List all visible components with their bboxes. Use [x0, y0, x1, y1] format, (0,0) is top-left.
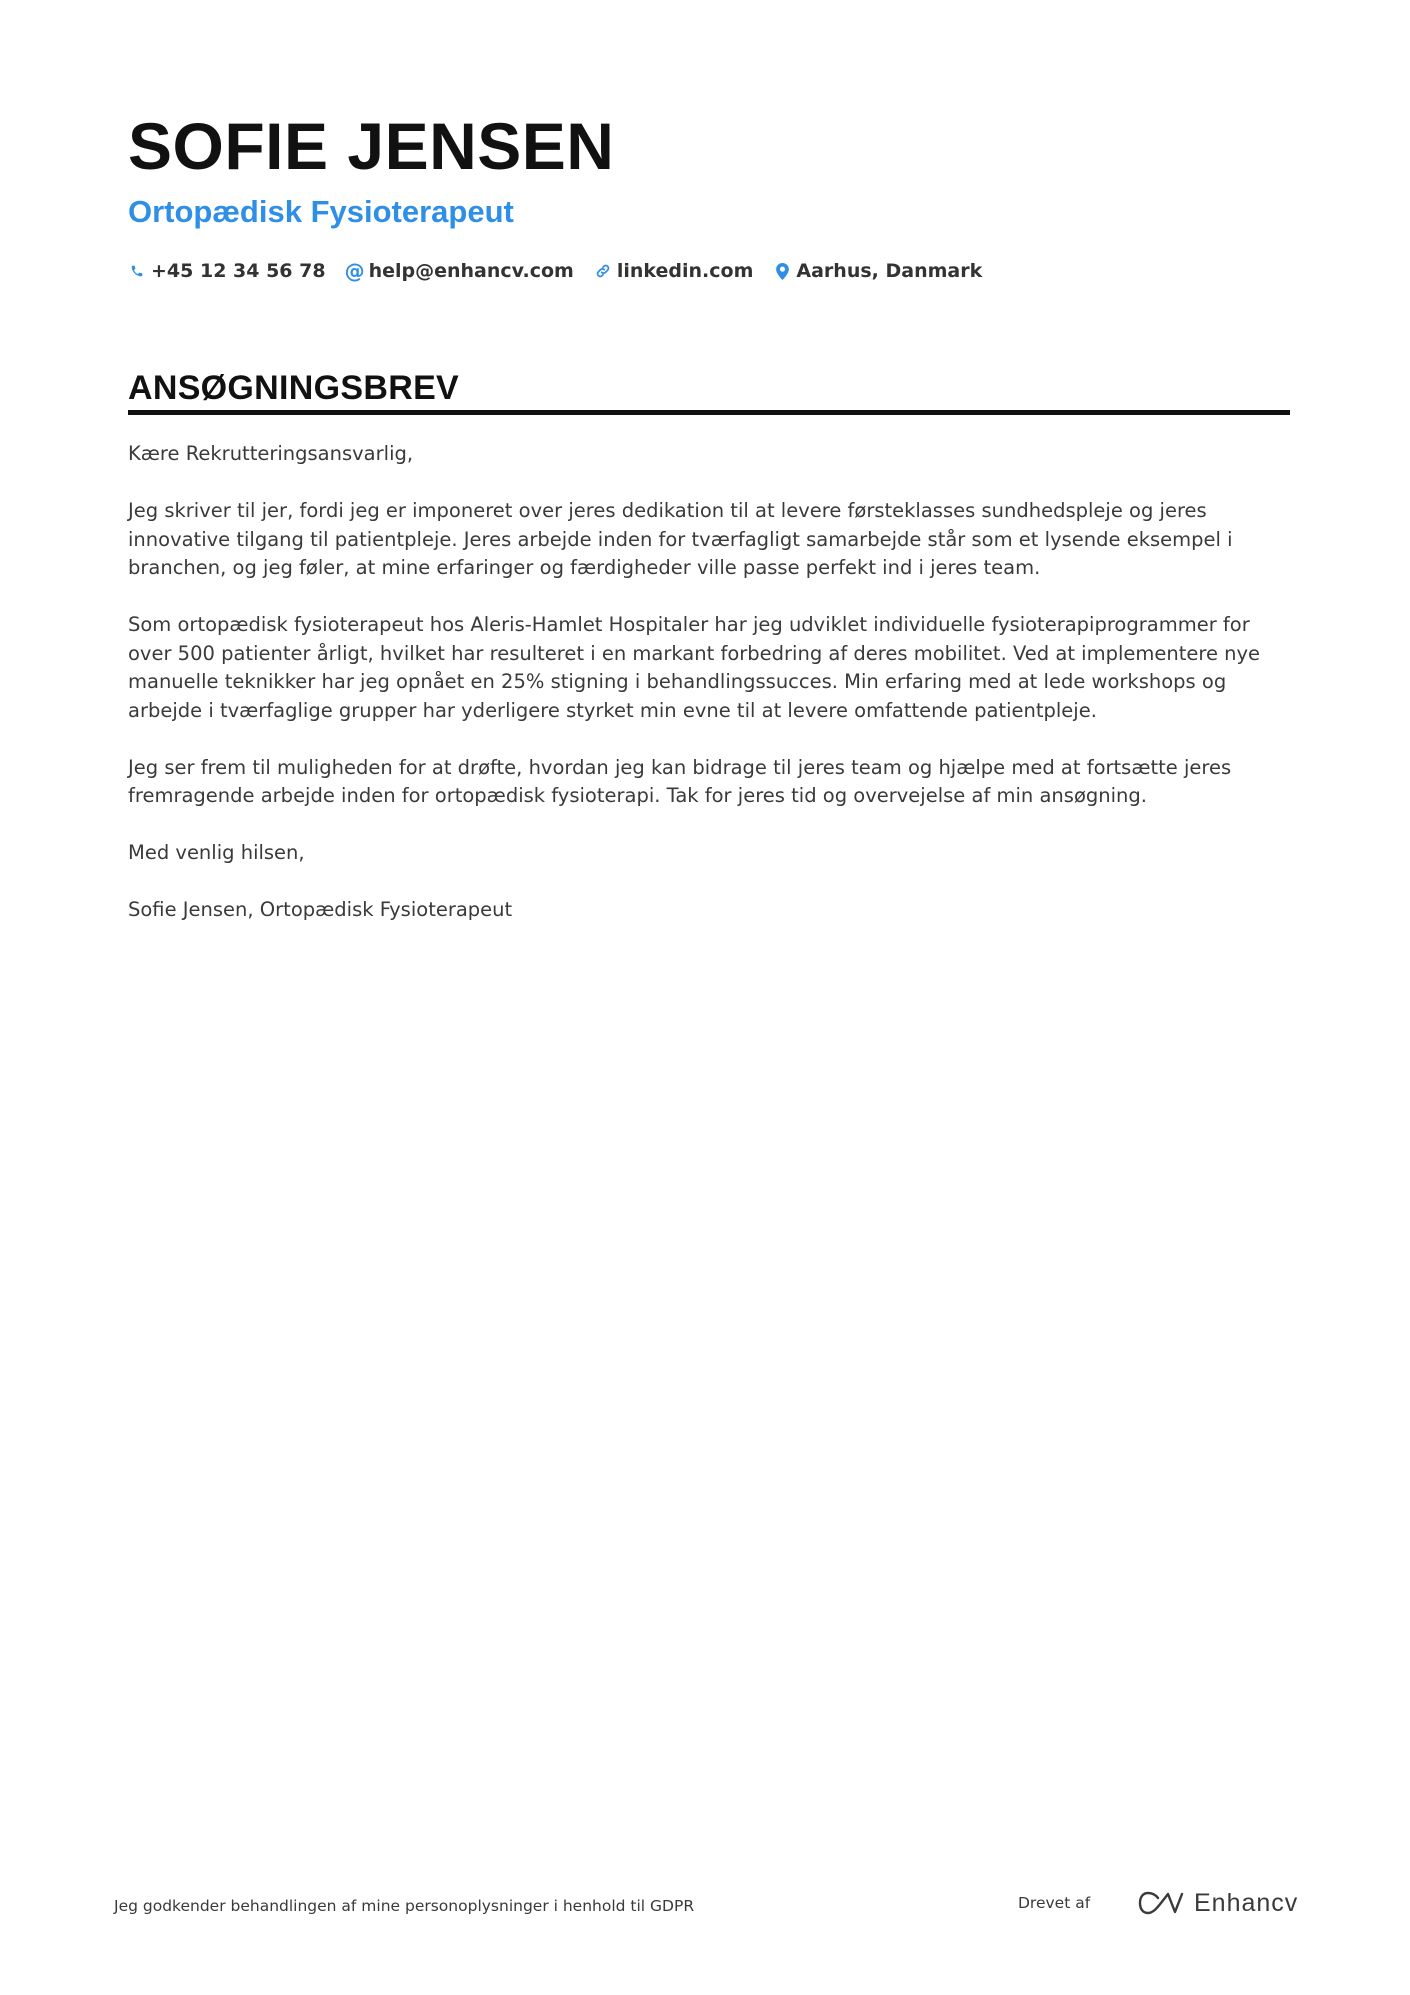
contact-phone [128, 260, 326, 282]
section-divider [128, 410, 1290, 415]
contact-email[interactable] [346, 260, 574, 282]
header [128, 108, 1288, 286]
contact-phone-text: +45 12 34 56 78 [151, 260, 326, 282]
link-icon [594, 261, 612, 281]
letter-paragraph: Jeg ser frem til muligheden for at drøfte, hvordan jeg kan bidrage til jeres team og hjælpe med at fortsætte jeres fremragende arbejde inden for ortopædisk fysioterapi. Tak for jeres tid og overvejelse af min ansøgning. [128, 755, 1232, 807]
gdpr-consent: Jeg godkender behandlingen af mine personoplysninger i henhold til GDPR [114, 1897, 695, 1915]
letter-salutation: Kære Rekrutteringsansvarlig, [128, 442, 414, 465]
letter-closing: Med venlig hilsen, [128, 841, 305, 864]
letter-signature: Sofie Jensen, Ortopædisk Fysioterapeut [128, 898, 513, 921]
location-pin-icon [773, 261, 791, 281]
section-title: ANSØGNINGSBREV [128, 369, 460, 407]
enhancv-logo-text: Enhancv [1194, 1888, 1299, 1917]
contact-email-text[interactable]: help@enhancv.com [368, 260, 574, 282]
powered-by-label: Drevet af [1018, 1894, 1091, 1912]
letter-paragraph: Som ortopædisk fysioterapeut hos Aleris-Hamlet Hospitaler har jeg udviklet individuelle fysioterapiprogrammer for over 500 patienter årligt, hvilket har resulteret i en markant forbedring af deres mobilitet. Ved at implementere nye manuelle teknikker har jeg opnået en 25% stigning i behandlingssucces. Min erfaring med at lede workshops og arbejde i tværfaglige grupper har yderligere styrket min evne til at levere omfattende patientpleje. [128, 613, 1261, 722]
enhancv-logo-icon [1138, 1890, 1184, 1916]
contact-location [773, 260, 982, 282]
letter-body [128, 440, 1290, 953]
phone-icon [128, 261, 146, 281]
candidate-name: SOFIE JENSEN [128, 109, 615, 183]
letter-paragraph: Jeg skriver til jer, fordi jeg er imponeret over jeres dedikation til at levere førsteklasses sundhedspleje og jeres innovative tilgang til patientpleje. Jeres arbejde inden for tværfagligt samarbejde står som et lysende eksempel i branchen, og jeg føler, at mine erfaringer og færdigheder ville passe perfekt ind i jeres team. [128, 499, 1233, 579]
contact-linkedin-text[interactable]: linkedin.com [616, 260, 754, 282]
enhancv-logo[interactable] [1138, 1886, 1298, 1920]
contact-linkedin[interactable] [594, 260, 754, 282]
candidate-title: Ortopædisk Fysioterapeut [128, 194, 514, 229]
at-icon: @ [344, 259, 365, 283]
contact-bar [128, 256, 1288, 286]
contact-location-text: Aarhus, Danmark [796, 260, 983, 282]
